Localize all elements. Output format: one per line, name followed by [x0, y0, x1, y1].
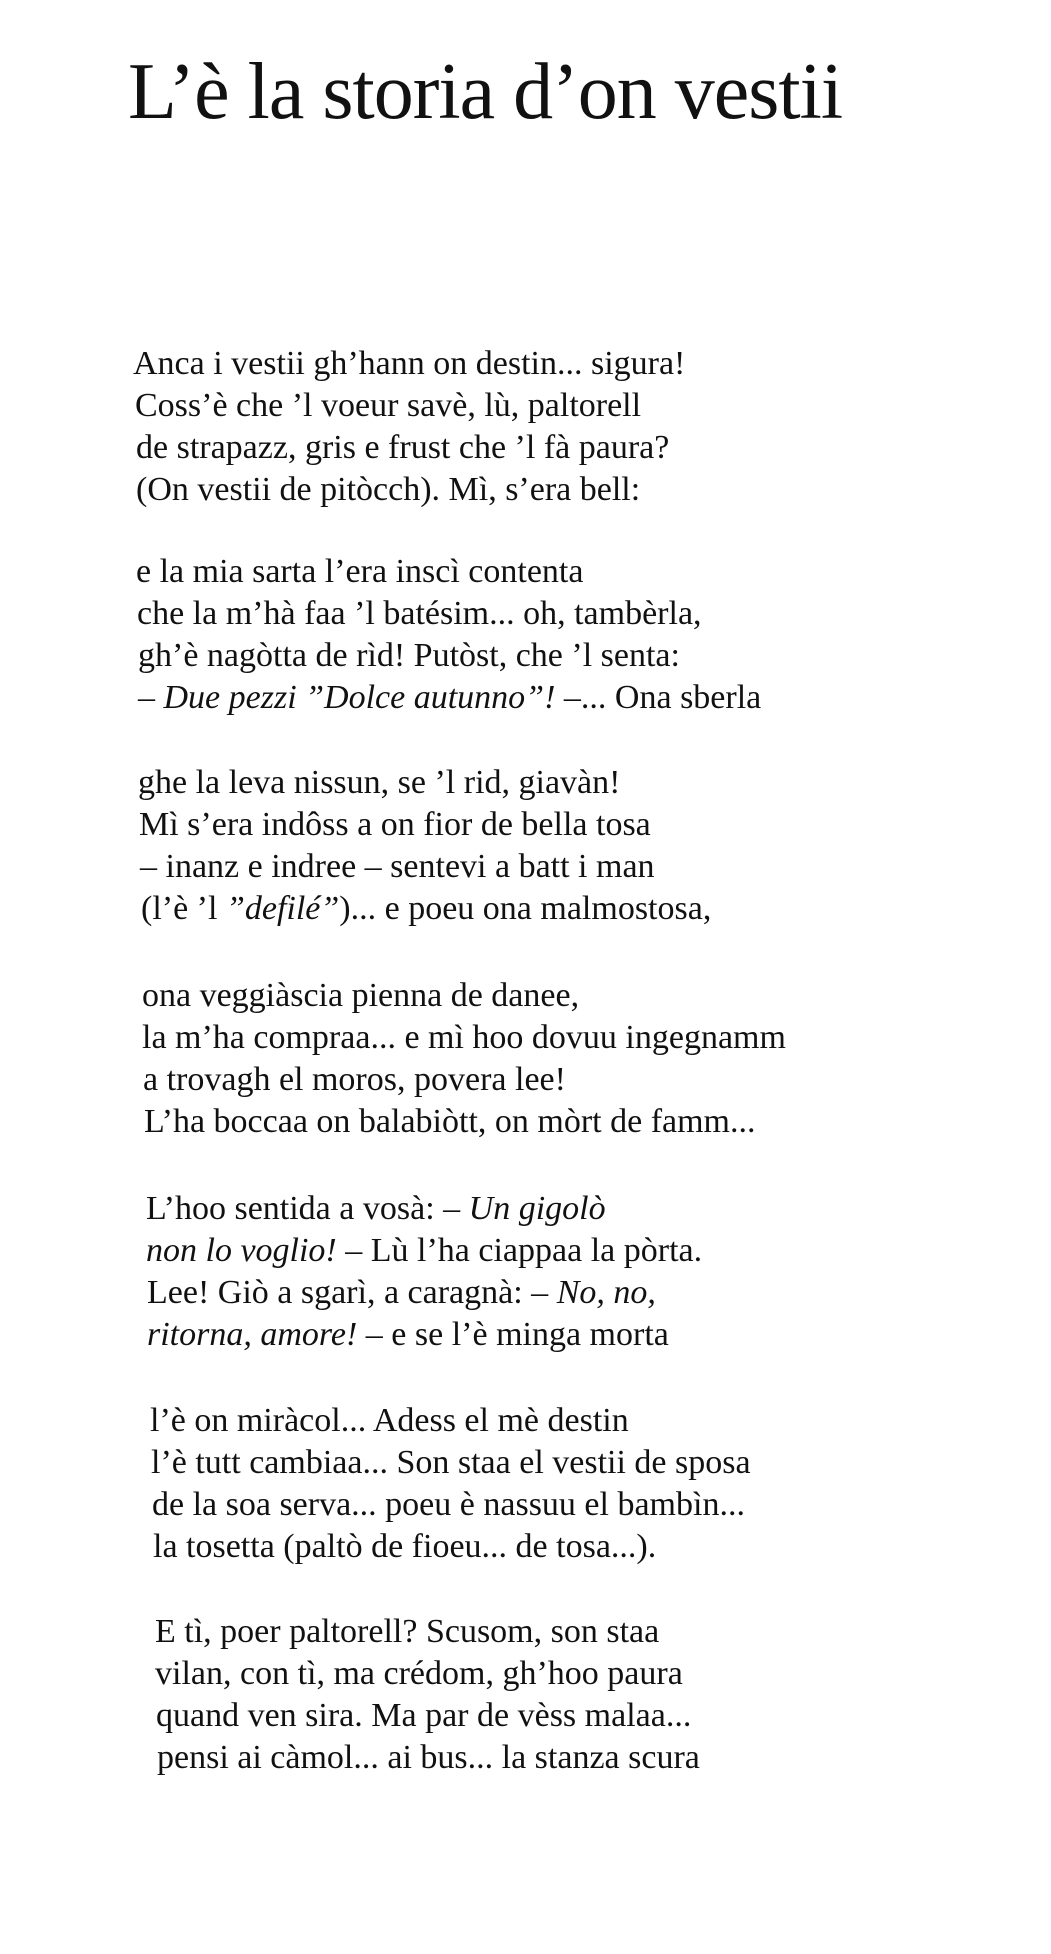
- poem-line: ghe la leva nissun, se ’l rid, giavàn!: [138, 764, 621, 801]
- stanza-2: [136, 551, 761, 719]
- stanza-4: [142, 975, 786, 1143]
- line-pre: (l’è ’l: [141, 890, 226, 927]
- poem-title: L’è la storia d’on vestii: [128, 48, 843, 136]
- poem-line: gh’è nagòtta de rìd! Putòst, che ’l senta:: [138, 637, 680, 674]
- italic-quote: Un gigolò: [468, 1190, 606, 1227]
- poem-line: a trovagh el moros, povera lee!: [143, 1061, 566, 1098]
- italic-quote: No, no,: [556, 1274, 656, 1311]
- poem-line: l’è on miràcol... Adess el mè destin: [150, 1402, 629, 1439]
- poem-line: vilan, con tì, ma crédom, gh’hoo paura: [155, 1655, 683, 1692]
- poem-line: e la mia sarta l’era inscì contenta: [136, 553, 584, 590]
- poem-line: de strapazz, gris e frust che ’l fà paura?: [136, 429, 670, 466]
- poem-line: la tosetta (paltò de fioeu... de tosa...).: [153, 1528, 657, 1565]
- poem-line: Anca i vestii gh’hann on destin... sigura!: [133, 345, 686, 382]
- stanza-3: [138, 762, 711, 930]
- italic-quote: ritorna, amore!: [147, 1316, 358, 1353]
- line-pre: Lee! Giò a sgarì, a caragnà: –: [147, 1274, 557, 1311]
- poem-line: [147, 1272, 702, 1314]
- stanza-6: [150, 1400, 751, 1568]
- poem-line: l’è tutt cambiaa... Son staa el vestii de sposa: [151, 1444, 751, 1481]
- poem-line: la m’ha compraa... e mì hoo dovuu ingegnamm: [142, 1019, 786, 1056]
- poem-line: [146, 1230, 702, 1272]
- stanza-5: [146, 1188, 702, 1356]
- poem-line: ona veggiàscia pienna de danee,: [142, 977, 580, 1014]
- stanza-7: [155, 1611, 700, 1779]
- line-post: )... e poeu ona malmostosa,: [339, 890, 712, 927]
- poem-line: pensi ai càmol... ai bus... la stanza scura: [157, 1739, 700, 1776]
- italic-quote: non lo voglio!: [146, 1232, 337, 1269]
- poem-line: Coss’è che ’l voeur savè, lù, paltorell: [135, 387, 642, 424]
- poem-line: de la soa serva... poeu è nassuu el bambìn...: [152, 1486, 745, 1523]
- poem-line: che la m’hà faa ’l batésim... oh, tambèrla,: [137, 595, 702, 632]
- poem-line: [146, 1188, 702, 1230]
- poem-line: Mì s’era indôss a on fior de bella tosa: [139, 806, 651, 843]
- italic-quote: – Due pezzi ”Dolce autunno”!: [138, 679, 556, 716]
- poem-line: – inanz e indree – sentevi a batt i man: [140, 848, 655, 885]
- line-pre: L’hoo sentida a vosà: –: [146, 1190, 469, 1227]
- poem-line: L’ha boccaa on balabiòtt, on mòrt de famm...: [144, 1103, 756, 1140]
- poem-line: [138, 677, 761, 719]
- stanza-1: [133, 343, 685, 511]
- poem-line: E tì, poer paltorell? Scusom, son staa: [155, 1613, 660, 1650]
- poem-line: quand ven sira. Ma par de vèss malaa...: [156, 1697, 692, 1734]
- poem-line: [147, 1314, 702, 1356]
- line-rest: –... Ona sberla: [555, 679, 762, 716]
- italic-quote: ”defilé”: [225, 890, 340, 927]
- poem-line: [141, 888, 711, 930]
- poem-line: (On vestii de pitòcch). Mì, s’era bell:: [136, 471, 641, 508]
- line-post: – Lù l’ha ciappaa la pòrta.: [336, 1232, 703, 1269]
- line-post: – e se l’è minga morta: [357, 1316, 669, 1353]
